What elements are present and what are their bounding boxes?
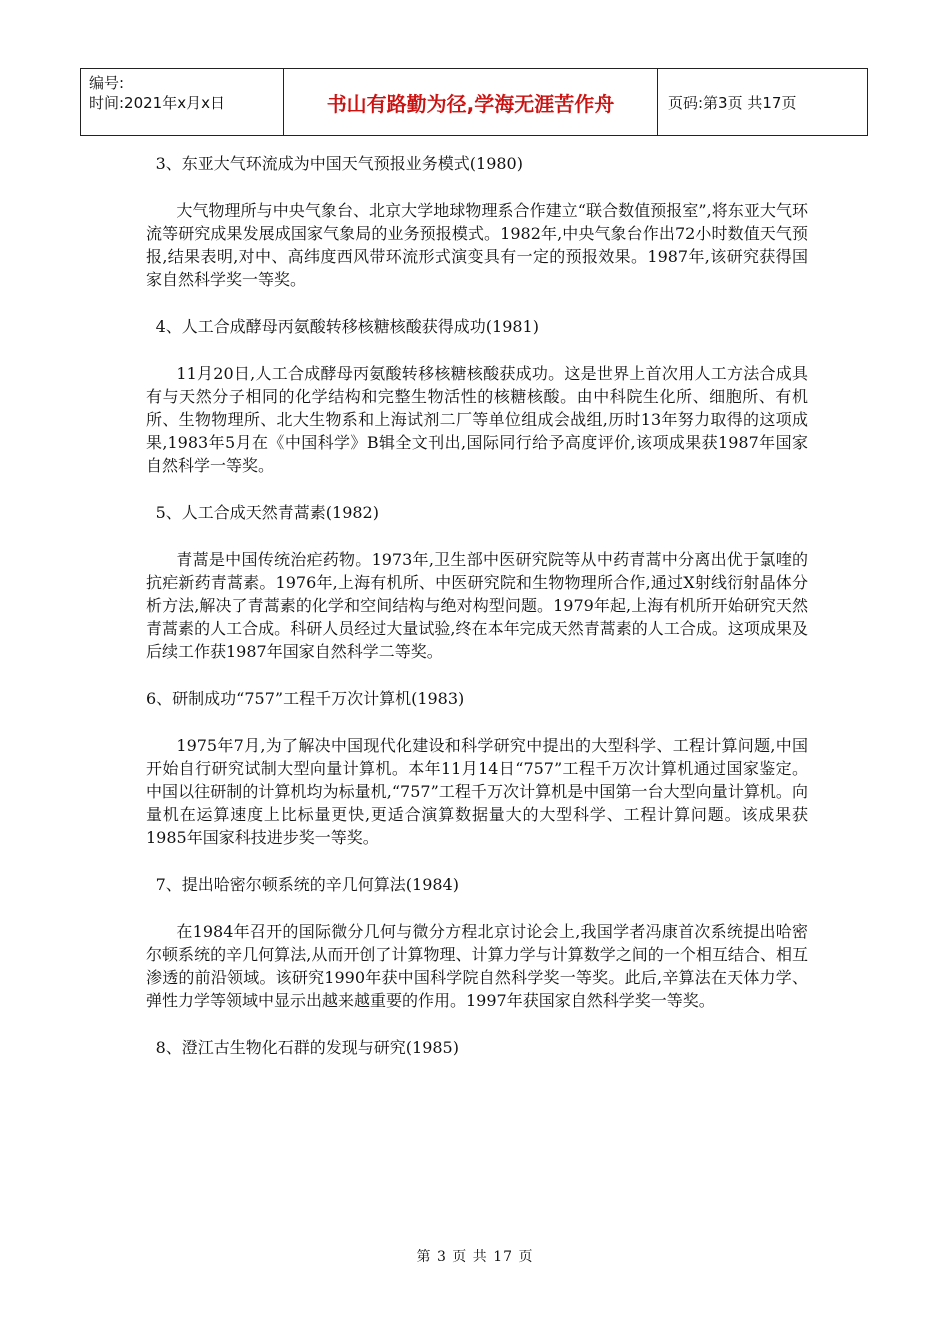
document-body <box>146 152 808 1083</box>
code-label: 编号: <box>89 74 125 92</box>
section-heading: 7、提出哈密尔顿系统的辛几何算法(1984) <box>155 875 459 894</box>
header-meta <box>81 69 284 135</box>
section-heading: 3、东亚大气环流成为中国天气预报业务模式(1980) <box>155 154 523 173</box>
header-page-info: 页码:第3页 共17页 <box>668 93 797 112</box>
section-heading: 8、澄江古生物化石群的发现与研究(1985) <box>155 1038 459 1057</box>
header-motto: 书山有路勤为径,学海无涯苦作舟 <box>284 69 658 135</box>
section-heading: 6、研制成功“757”工程千万次计算机(1983) <box>146 689 465 708</box>
section-body: 11月20日,人工合成酵母丙氨酸转移核糖核酸获成功。这是世界上首次用人工方法合成具有与天然分子相同的化学结构和完整生物活性的核糖核酸。由中科院生化所、细胞所、有机所、生物物理所、北大生物系和上海试剂二厂等单位组成会战组,历时13年努力取得的这项成果,1983年5月在《中国科学》B辑全文刊出,国际同行给予高度评价,该项成果获1987年国家自然科学一等奖。 <box>146 364 808 475</box>
page-footer: 第 3 页 共 17 页 <box>416 1249 534 1265</box>
section-heading: 5、人工合成天然青蒿素(1982) <box>155 503 379 522</box>
section-body: 1975年7月,为了解决中国现代化建设和科学研究中提出的大型科学、工程计算问题,中国开始自行研究试制大型向量计算机。本年11月14日“757”工程千万次计算机通过国家鉴定。中国以往研制的计算机均为标量机,“757”工程千万次计算机是中国第一台大型向量计算机。向量机在运算速度上比标量更快,更适合演算数据量大的大型科学、工程计算问题。该成果获1985年国家科技进步奖一等奖。 <box>146 736 808 847</box>
page-header <box>80 68 868 136</box>
section-body: 在1984年召开的国际微分几何与微分方程北京讨论会上,我国学者冯康首次系统提出哈密尔顿系统的辛几何算法,从而开创了计算物理、计算力学与计算数学之间的一个相互结合、相互渗透的前沿领域。该研究1990年获中国科学院自然科学奖一等奖。此后,辛算法在天体力学、弹性力学等领域中显示出越来越重要的作用。1997年获国家自然科学奖一等奖。 <box>146 922 808 1010</box>
section-heading: 4、人工合成酵母丙氨酸转移核糖核酸获得成功(1981) <box>155 317 539 336</box>
time-label: 时间:2021年x月x日 <box>89 94 225 112</box>
section-body: 青蒿是中国传统治疟药物。1973年,卫生部中医研究院等从中药青蒿中分离出优于氯喹的抗疟新药青蒿素。1976年,上海有机所、中医研究院和生物物理所合作,通过X射线衍射晶体分析方法,解决了青蒿素的化学和空间结构与绝对构型问题。1979年起,上海有机所开始研究天然青蒿素的人工合成。科研人员经过大量试验,终在本年完成天然青蒿素的人工合成。这项成果及后续工作获1987年国家自然科学二等奖。 <box>146 550 808 661</box>
section-body: 大气物理所与中央气象台、北京大学地球物理系合作建立“联合数值预报室”,将东亚大气环流等研究成果发展成国家气象局的业务预报模式。1982年,中央气象台作出72小时数值天气预报,结果表明,对中、高纬度西风带环流形式演变具有一定的预报效果。1987年,该研究获得国家自然科学奖一等奖。 <box>146 201 808 289</box>
